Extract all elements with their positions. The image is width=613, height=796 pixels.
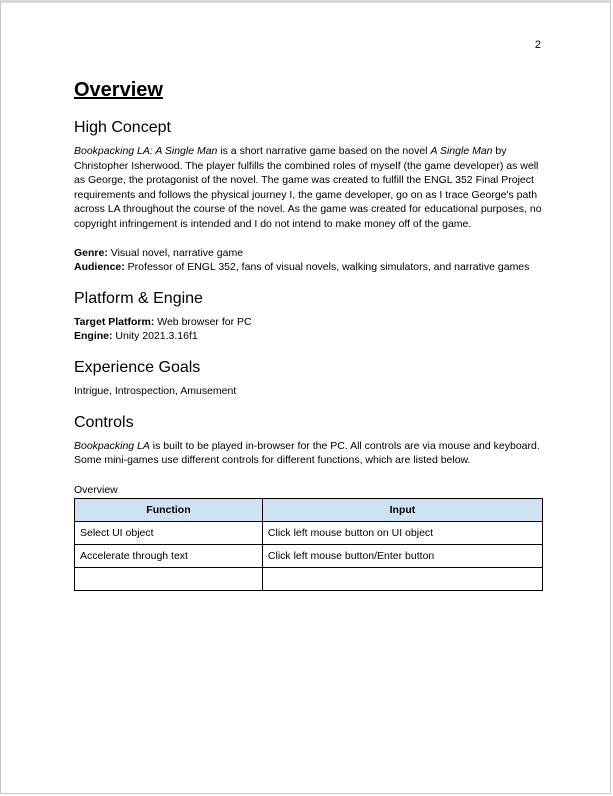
table-cell-input: [262, 567, 542, 590]
controls-text: is built to be played in-browser for the PC. All controls are via mouse and keyboard. Some mini-games use different controls for different functions, which are listed below.: [74, 439, 540, 467]
engine-value: Unity 2021.3.16f1: [112, 330, 198, 343]
high-concept-paragraph: [74, 144, 546, 232]
experience-text: Intrigue, Introspection, Amusement: [74, 384, 237, 397]
engine-label: Engine:: [74, 330, 113, 343]
audience-value: Professor of ENGL 352, fans of visual novels, walking simulators, and narrative games: [124, 261, 530, 274]
target-platform-label: Target Platform:: [74, 315, 155, 328]
controls-heading: Controls: [74, 413, 134, 431]
table-row: [75, 544, 543, 567]
table-cell-input: Click left mouse button/Enter button: [262, 544, 542, 567]
novel-title-italic: A Single Man: [430, 145, 493, 157]
table-header-input: Input: [262, 498, 542, 521]
genre-value: Visual novel, narrative game: [107, 246, 244, 259]
experience-section: [74, 358, 546, 399]
high-concept-heading: High Concept: [74, 119, 171, 136]
controls-section: [74, 413, 546, 591]
high-concept-text-1: is a short narrative game based on the novel: [217, 145, 431, 157]
table-row: [75, 567, 543, 590]
genre-label: Genre:: [74, 246, 108, 259]
table-cell-function: Accelerate through text: [75, 544, 263, 567]
table-cell-function: [75, 567, 263, 590]
page-number: 2: [534, 39, 541, 51]
table-caption: Overview: [74, 483, 118, 496]
game-title-italic: Bookpacking LA: A Single Man: [74, 145, 218, 157]
target-platform-line: [74, 315, 546, 330]
controls-paragraph: [74, 439, 546, 468]
target-platform-value: Web browser for PC: [154, 315, 252, 328]
table-cell-input: Click left mouse button on UI object: [262, 521, 542, 544]
platform-heading: Platform & Engine: [74, 289, 203, 307]
experience-heading: Experience Goals: [74, 358, 201, 376]
controls-table: [74, 498, 543, 591]
high-concept-section: [74, 118, 546, 275]
page-content: [74, 76, 546, 605]
table-cell-function: Select UI object: [75, 521, 263, 544]
genre-line: [74, 246, 546, 261]
table-header-row: [75, 498, 543, 521]
table-row: [75, 521, 543, 544]
high-concept-text-2: by Christopher Isherwood. The player fulfills the combined roles of myself (the game developer) as well as George, the protagonist of the novel. The game was created to fulfill the ENGL 352 Final Project requirements and follows the physical journey I, the game developer, go on as I trace George's path across LA throughout the course of the novel. As the game was created for educational purposes, no copyright infringement is intended and I do not intend to make money off of the game.: [74, 145, 542, 230]
platform-section: [74, 289, 546, 344]
engine-line: [74, 329, 546, 344]
controls-game-title-italic: Bookpacking LA: [74, 439, 150, 452]
audience-label: Audience:: [74, 261, 125, 274]
audience-line: [74, 260, 546, 275]
page-title: Overview: [74, 79, 163, 101]
table-header-function: Function: [75, 498, 263, 521]
